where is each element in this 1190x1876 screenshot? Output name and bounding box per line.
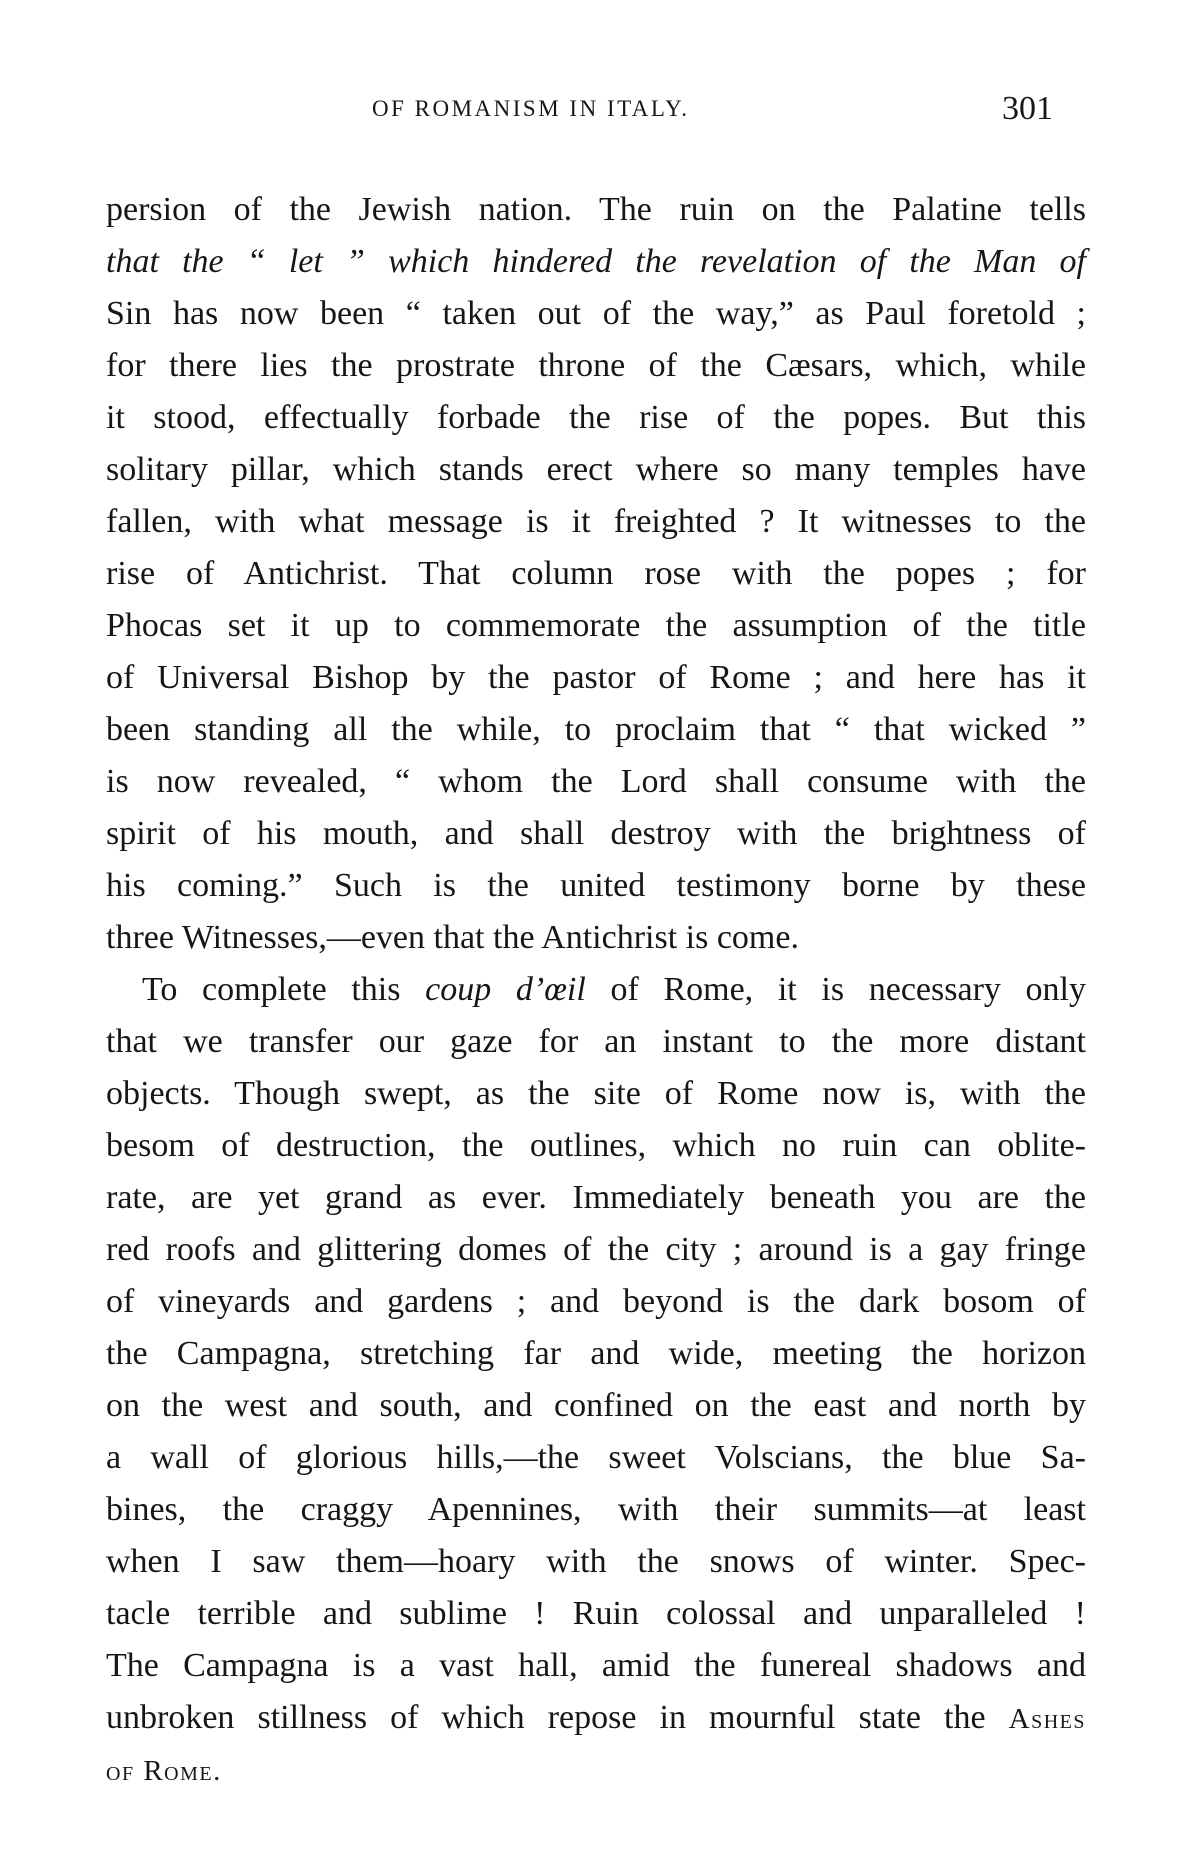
text-line: Phocas set it up to commemorate the assumption of the title	[106, 607, 1086, 644]
text-line	[106, 964, 1086, 1016]
text-line: objects. Though swept, as the site of Rome now is, with the	[106, 1075, 1086, 1112]
text-line: red roofs and glittering domes of the city ; around is a gay fringe	[106, 1231, 1086, 1268]
text-line: three Witnesses,—even that the Antichrist is come.	[106, 919, 799, 956]
text-line: is now revealed, “ whom the Lord shall consume with the	[106, 763, 1086, 800]
text-line	[106, 1692, 1086, 1744]
text-line: his coming.” Such is the united testimony borne by these	[106, 867, 1086, 904]
text-line: rise of Antichrist. That column rose with the popes ; for	[106, 555, 1086, 592]
small-caps-phrase: of Rome.	[106, 1755, 222, 1787]
text-line: of Universal Bishop by the pastor of Rome ; and here has it	[106, 659, 1086, 696]
small-caps-phrase: Ashes	[1008, 1703, 1086, 1735]
text-line: it stood, effectually forbade the rise of the popes. But this	[106, 399, 1086, 436]
text-line: rate, are yet grand as ever. Immediately beneath you are the	[106, 1179, 1086, 1216]
text-span: of Rome, it is necessary only	[585, 971, 1087, 1008]
paragraph-1	[106, 184, 1086, 964]
body-text	[106, 184, 1086, 1796]
text-line: fallen, with what message is it freighted ? It witnesses to the	[106, 503, 1086, 540]
text-line: the Campagna, stretching far and wide, meeting the horizon	[106, 1335, 1086, 1372]
text-line: bines, the craggy Apennines, with their summits—at least	[106, 1491, 1086, 1528]
text-line	[106, 1744, 1086, 1796]
text-span: To complete this	[142, 971, 426, 1008]
text-line: The Campagna is a vast hall, amid the funereal shadows and	[106, 1647, 1086, 1684]
page-number: 301	[1002, 90, 1053, 127]
text-line: spirit of his mouth, and shall destroy with the brightness of	[106, 815, 1086, 852]
running-head: OF ROMANISM IN ITALY.	[372, 96, 690, 121]
text-line: besom of destruction, the outlines, which no ruin can oblite-	[106, 1127, 1086, 1164]
italic-phrase: coup d’œil	[425, 971, 586, 1008]
text-line: on the west and south, and confined on the east and north by	[106, 1387, 1086, 1424]
text-line-italic: that the “ let ” which hindered the revelation of the Man of	[106, 243, 1086, 280]
text-line: of vineyards and gardens ; and beyond is the dark bosom of	[106, 1283, 1086, 1320]
text-line: tacle terrible and sublime ! Ruin colossal and unparalleled !	[106, 1595, 1086, 1632]
text-line: when I saw them—hoary with the snows of winter. Spec-	[106, 1543, 1086, 1580]
text-line: Sin has now been “ taken out of the way,” as Paul foretold ;	[106, 295, 1086, 332]
text-line: a wall of glorious hills,—the sweet Volscians, the blue Sa-	[106, 1439, 1086, 1476]
text-line: that we transfer our gaze for an instant to the more distant	[106, 1023, 1086, 1060]
text-line: solitary pillar, which stands erect where so many temples have	[106, 451, 1086, 488]
text-line	[106, 236, 1086, 288]
text-line: been standing all the while, to proclaim that “ that wicked ”	[106, 711, 1086, 748]
text-line: for there lies the prostrate throne of the Cæsars, which, while	[106, 347, 1086, 384]
paragraph-2	[106, 964, 1086, 1796]
text-line: persion of the Jewish nation. The ruin on the Palatine tells	[106, 191, 1086, 228]
text-span: unbroken stillness of which repose in mournful state the	[106, 1699, 1009, 1736]
